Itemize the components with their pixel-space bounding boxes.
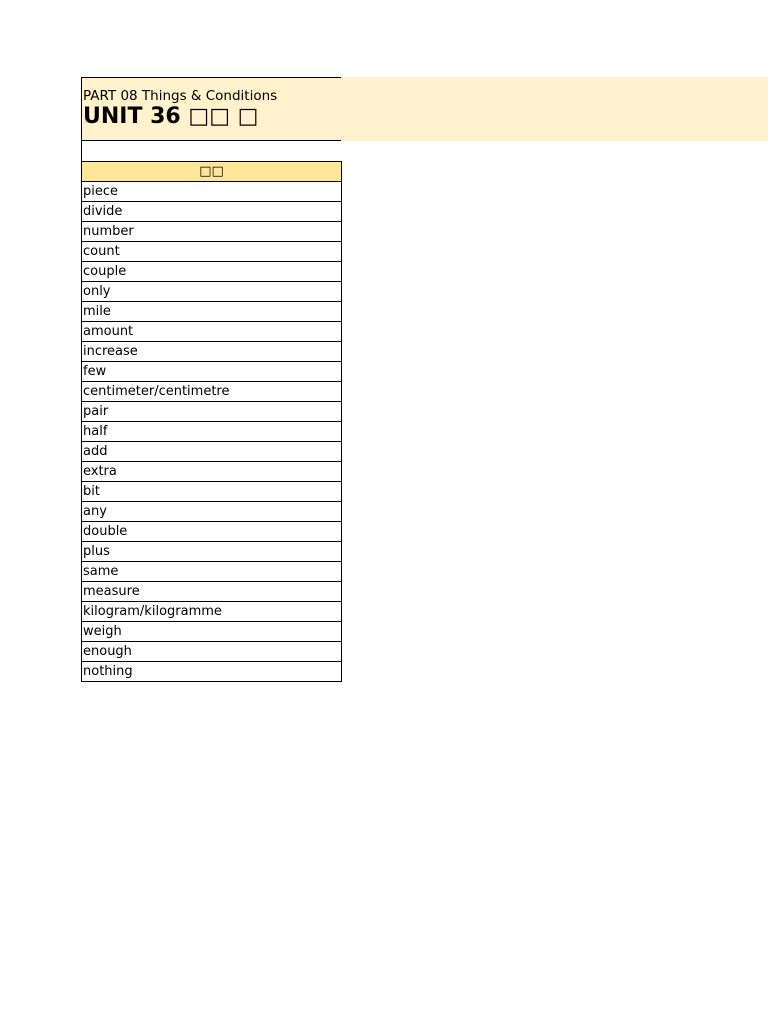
word-cell: double [82, 522, 342, 542]
table-header-row [82, 162, 342, 182]
word-cell: divide [82, 202, 342, 222]
table-row [82, 262, 342, 282]
unit-title: UNIT 36 □□ □ [83, 104, 259, 129]
word-cell: same [82, 562, 342, 582]
table-row [82, 442, 342, 462]
table-row [82, 362, 342, 382]
table-row [82, 562, 342, 582]
table-row [82, 322, 342, 342]
header-band [340, 77, 768, 141]
vocabulary-rows [82, 182, 342, 682]
word-cell: couple [82, 262, 342, 282]
word-cell: pair [82, 402, 342, 422]
word-cell: weigh [82, 622, 342, 642]
spacer-row [81, 141, 82, 161]
table-row [82, 342, 342, 362]
word-cell: increase [82, 342, 342, 362]
table-row [82, 222, 342, 242]
table-row [82, 522, 342, 542]
part-label: PART 08 Things & Conditions [83, 88, 278, 104]
table-row [82, 302, 342, 322]
table-row [82, 282, 342, 302]
table-row [82, 662, 342, 682]
word-cell: amount [82, 322, 342, 342]
table-row [82, 242, 342, 262]
word-cell: piece [82, 182, 342, 202]
word-cell: kilogram/kilogramme [82, 602, 342, 622]
word-cell: enough [82, 642, 342, 662]
word-cell: centimeter/centimetre [82, 382, 342, 402]
table-row [82, 462, 342, 482]
word-cell: half [82, 422, 342, 442]
table-row [82, 542, 342, 562]
word-cell: few [82, 362, 342, 382]
table-row [82, 202, 342, 222]
table-row [82, 622, 342, 642]
table-row [82, 422, 342, 442]
vocabulary-table [81, 161, 342, 682]
word-cell: measure [82, 582, 342, 602]
table-row [82, 582, 342, 602]
table-row [82, 182, 342, 202]
table-row [82, 382, 342, 402]
table-row [82, 402, 342, 422]
word-cell: count [82, 242, 342, 262]
table-row [82, 642, 342, 662]
word-cell: only [82, 282, 342, 302]
table-row [82, 602, 342, 622]
column-header: □□ [82, 162, 342, 182]
word-cell: extra [82, 462, 342, 482]
unit-header [81, 77, 341, 141]
word-cell: plus [82, 542, 342, 562]
word-cell: number [82, 222, 342, 242]
table-row [82, 502, 342, 522]
table-row [82, 482, 342, 502]
word-cell: any [82, 502, 342, 522]
word-cell: nothing [82, 662, 342, 682]
word-cell: bit [82, 482, 342, 502]
word-cell: add [82, 442, 342, 462]
word-cell: mile [82, 302, 342, 322]
